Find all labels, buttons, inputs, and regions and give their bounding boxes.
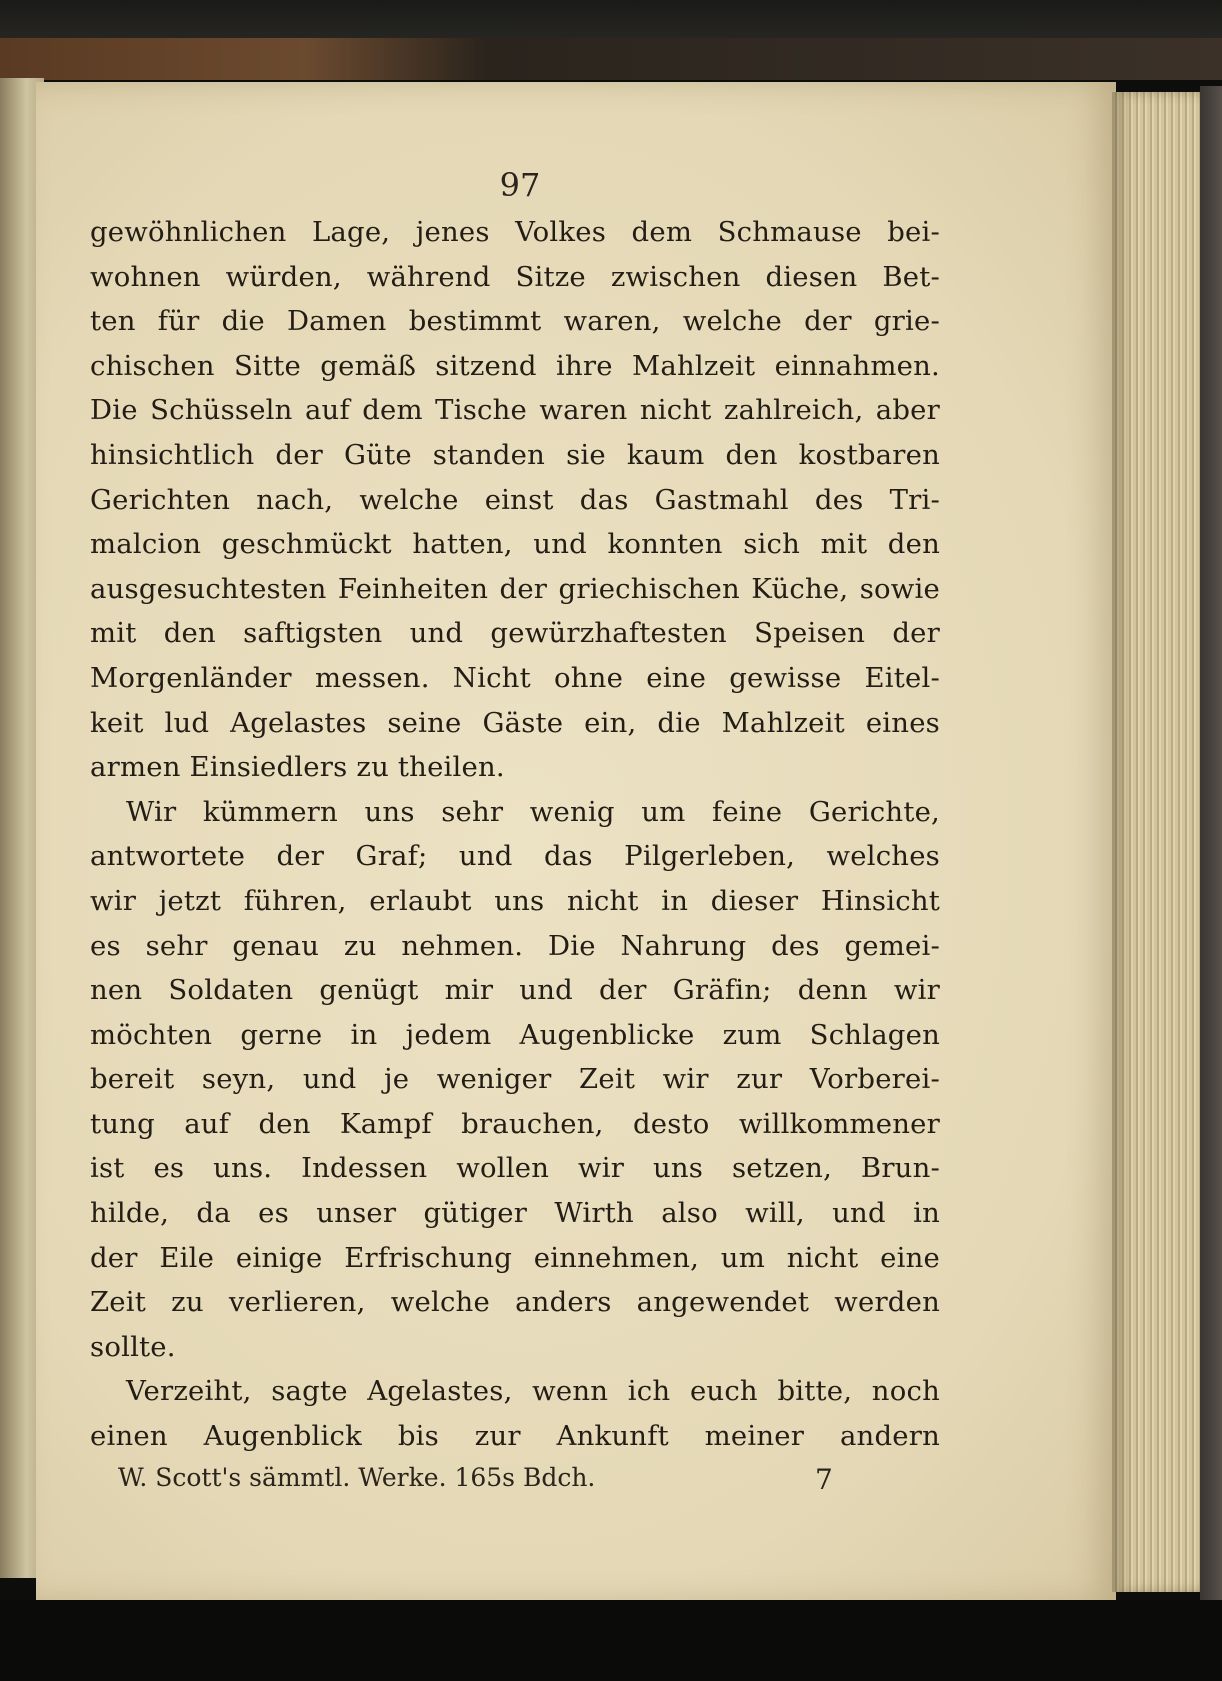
text-line: Morgenländer messen. Nicht ohne eine gewisse Eitel- [90,661,940,694]
text-line: antwortete der Graf; und das Pilgerleben, welches [90,840,940,873]
printer-signature-mark: 7 [815,1463,833,1496]
text-line: einen Augenblick bis zur Ankunft meiner andern [90,1420,940,1453]
page-number: 97 [499,166,541,204]
text-line: armen Einsiedlers zu theilen. [90,751,505,784]
page-block-edges [1112,92,1204,1592]
book-bottom-background [0,1600,1222,1681]
text-line: möchten gerne in jedem Augenblicke zum Schlagen [90,1018,940,1051]
text-line: ten für die Damen bestimmt waren, welche der grie- [90,305,940,338]
text-line: ist es uns. Indessen wollen wir uns setzen, Brun- [90,1152,940,1185]
text-line: sollte. [90,1330,176,1363]
text-line: hinsichtlich der Güte standen sie kaum den kostbaren [90,438,940,471]
text-line: bereit seyn, und je weniger Zeit wir zur Vorberei- [90,1063,940,1096]
page-footer-signature-line: W. Scott's sämmtl. Werke. 165s Bdch. [118,1463,596,1492]
text-line: mit den saftigsten und gewürzhaftesten Speisen der [90,617,940,650]
book-cover-edge [1200,86,1222,1606]
text-line: gewöhnlichen Lage, jenes Volkes dem Schmause bei- [90,216,940,248]
text-line: Wir kümmern uns sehr wenig um feine Gerichte, [126,795,940,828]
text-line: ausgesuchtesten Feinheiten der griechischen Küche, sowie [90,572,940,605]
text-line: Gerichten nach, welche einst das Gastmahl des Tri- [90,483,940,516]
text-line: Zeit zu verlieren, welche anders angewendet werden [90,1286,940,1319]
text-line: der Eile einige Erfrischung einnehmen, um nicht eine [90,1241,940,1274]
text-line: keit lud Agelastes seine Gäste ein, die Mahlzeit eines [90,706,940,739]
text-line: chischen Sitte gemäß sitzend ihre Mahlzeit einnahmen. [90,349,940,382]
text-line: wir jetzt führen, erlaubt uns nicht in dieser Hinsicht [90,884,940,917]
text-line: es sehr genau zu nehmen. Die Nahrung des gemei- [90,929,940,962]
text-line: hilde, da es unser gütiger Wirth also will, und in [90,1197,940,1230]
text-line: wohnen würden, während Sitze zwischen diesen Bet- [90,260,940,293]
text-line: tung auf den Kampf brauchen, desto willkommener [90,1107,940,1140]
text-line: nen Soldaten genügt mir und der Gräfin; denn wir [90,974,940,1007]
text-line: Die Schüsseln auf dem Tische waren nicht zahlreich, aber [90,394,940,427]
text-line: malcion geschmückt hatten, und konnten sich mit den [90,528,940,561]
text-line: Verzeiht, sagte Agelastes, wenn ich euch bitte, noch [126,1375,940,1408]
page-body-text [90,210,940,1459]
book-binding-strip [0,38,1222,80]
